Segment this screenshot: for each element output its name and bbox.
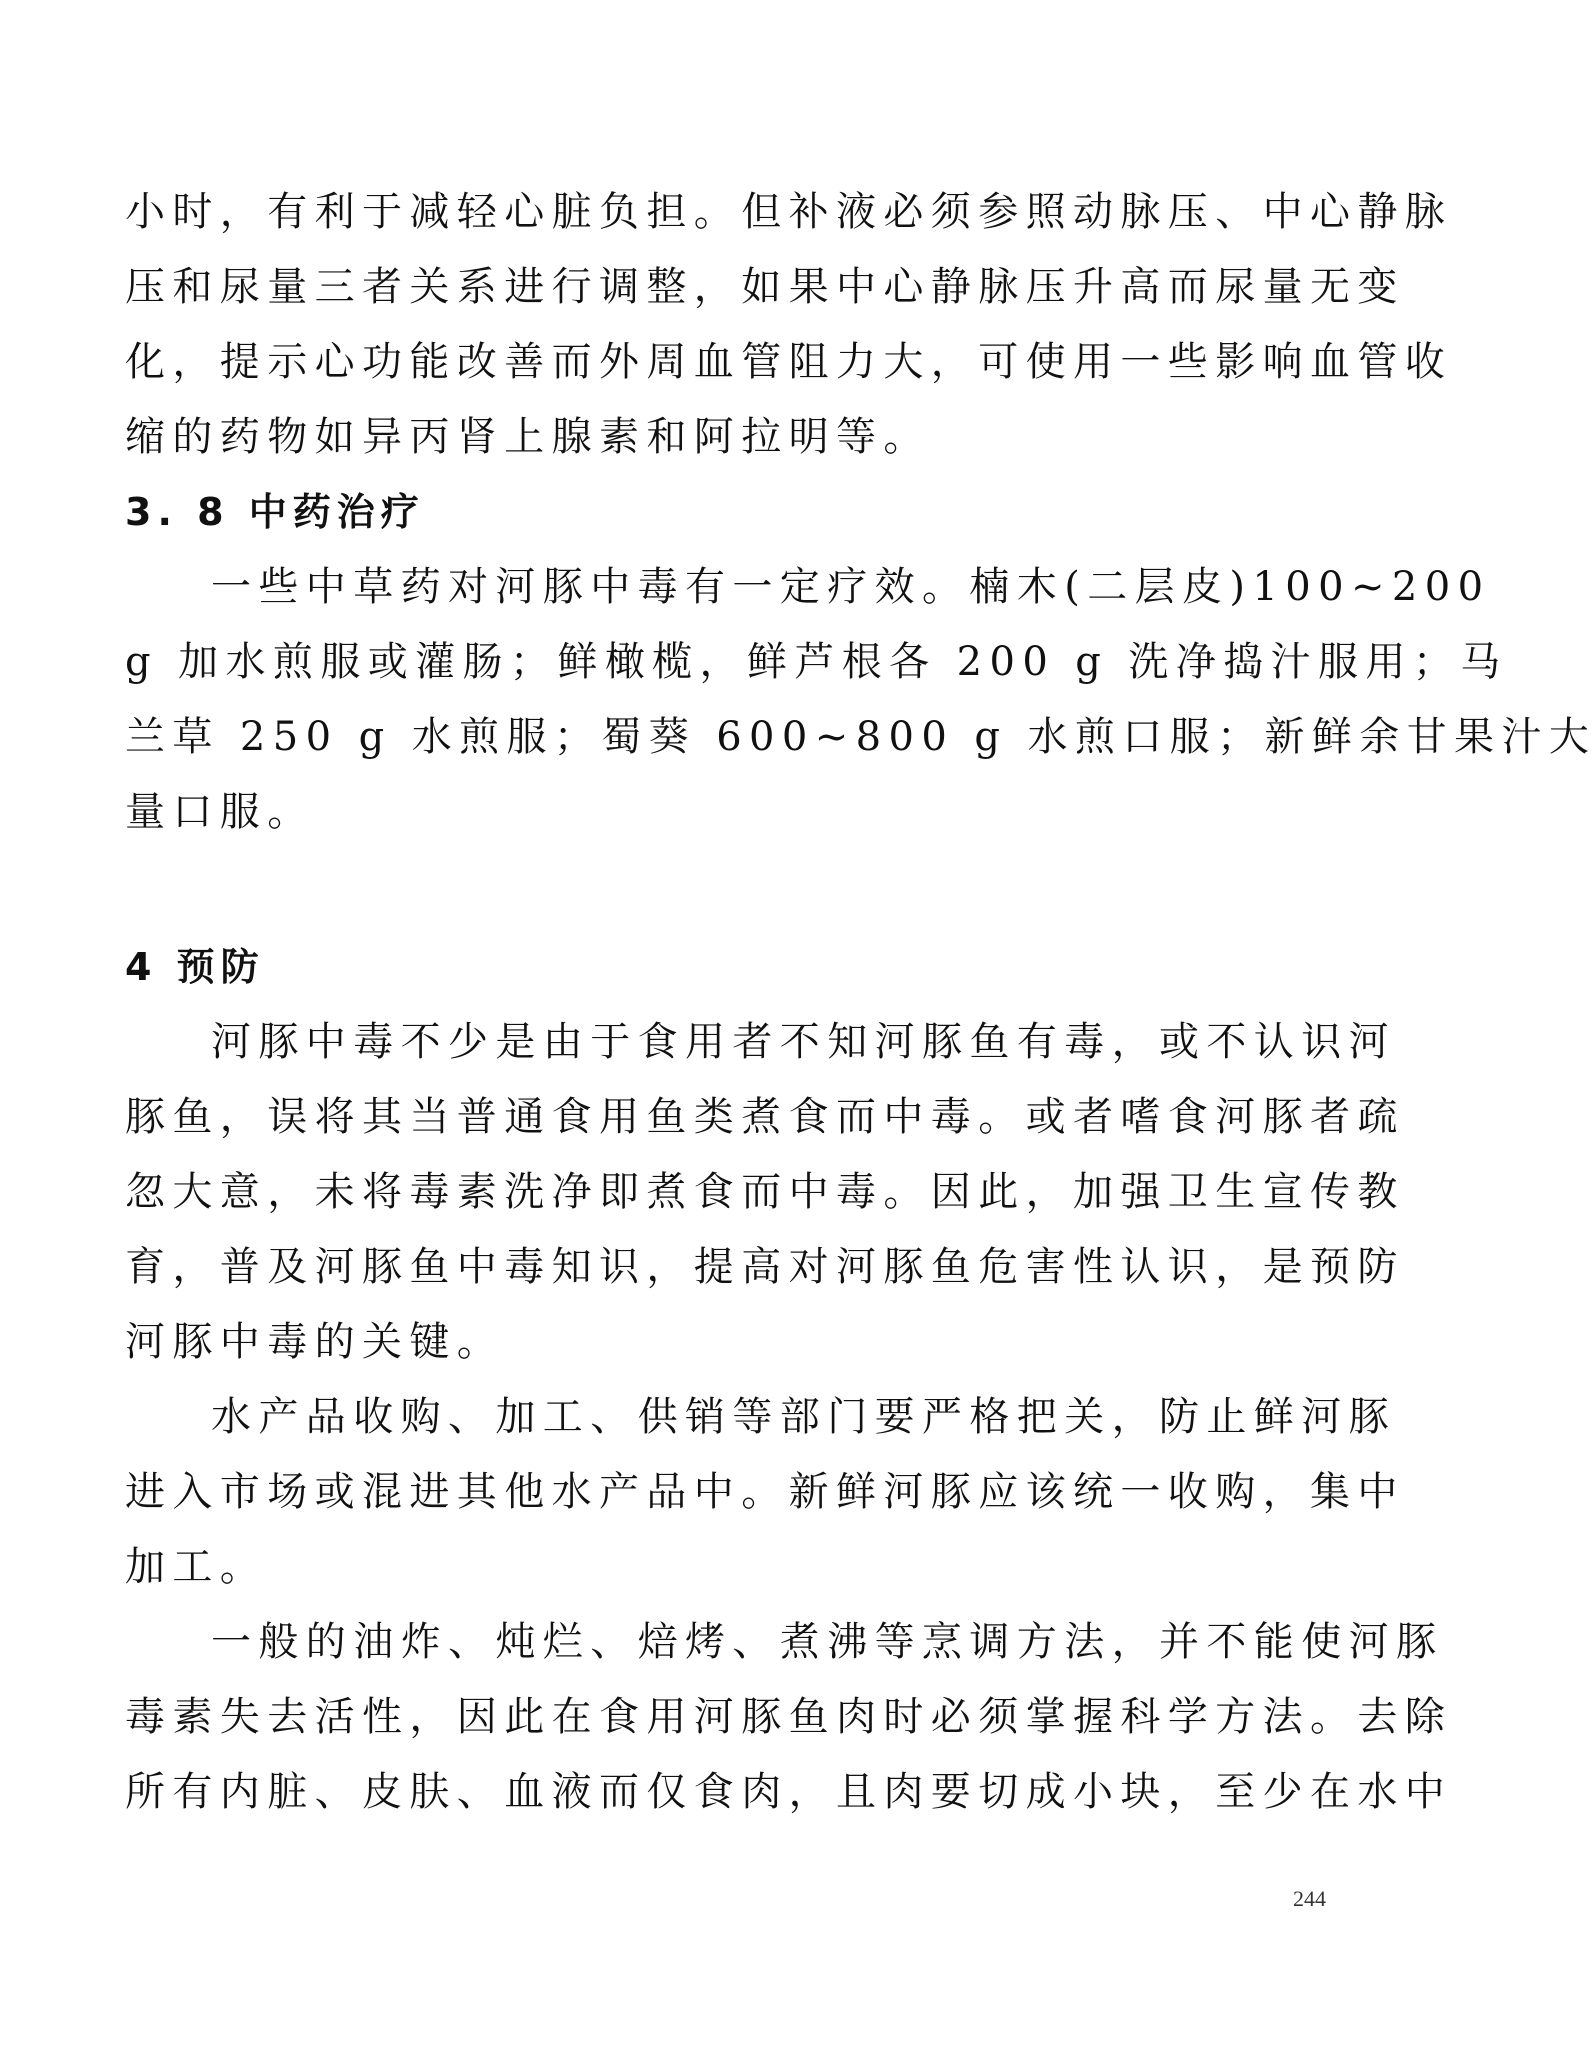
paragraph-line: 兰草 250 g 水煎服；蜀葵 600~800 g 水煎口服；新鲜余甘果汁大 bbox=[125, 714, 1596, 760]
paragraph-line: 量口服。 bbox=[125, 789, 315, 835]
paragraph-line: g 加水煎服或灌肠；鲜橄榄，鲜芦根各 200 g 洗净捣汁服用；马 bbox=[125, 639, 1508, 685]
paragraph-line: 毒素失去活性，因此在食用河豚鱼肉时必须掌握科学方法。去除 bbox=[125, 1694, 1453, 1740]
paragraph-line: 一些中草药对河豚中毒有一定疗效。楠木(二层皮)100~200 bbox=[211, 564, 1491, 610]
paragraph-line: 缩的药物如异丙肾上腺素和阿拉明等。 bbox=[125, 414, 931, 460]
paragraph-line: 一般的油炸、炖烂、焙烤、煮沸等烹调方法，并不能使河豚 bbox=[211, 1619, 1444, 1665]
paragraph-line: 育，普及河豚鱼中毒知识，提高对河豚鱼危害性认识，是预防 bbox=[125, 1244, 1405, 1290]
section-heading: 3. 8 中药治疗 bbox=[125, 490, 425, 534]
paragraph-line: 河豚中毒的关键。 bbox=[125, 1319, 505, 1365]
paragraph-line: 加工。 bbox=[125, 1544, 268, 1590]
paragraph-line: 化，提示心功能改善而外周血管阻力大，可使用一些影响血管收 bbox=[125, 339, 1453, 385]
paragraph-line: 河豚中毒不少是由于食用者不知河豚鱼有毒，或不认识河 bbox=[211, 1019, 1396, 1065]
section-heading: 4 预防 bbox=[125, 945, 265, 989]
paragraph-line: 豚鱼，误将其当普通食用鱼类煮食而中毒。或者嗜食河豚者疏 bbox=[125, 1094, 1405, 1140]
paragraph-line: 所有内脏、皮肤、血液而仅食肉，且肉要切成小块，至少在水中 bbox=[125, 1769, 1453, 1815]
paragraph-line: 水产品收购、加工、供销等部门要严格把关，防止鲜河豚 bbox=[211, 1394, 1396, 1440]
paragraph-line: 小时，有利于减轻心脏负担。但补液必须参照动脉压、中心静脉 bbox=[125, 189, 1453, 235]
paragraph-line: 压和尿量三者关系进行调整，如果中心静脉压升高而尿量无变 bbox=[125, 264, 1405, 310]
paragraph-line: 进入市场或混进其他水产品中。新鲜河豚应该统一收购，集中 bbox=[125, 1469, 1405, 1515]
page-number: 244 bbox=[1293, 1886, 1326, 1911]
paragraph-line: 忽大意，未将毒素洗净即煮食而中毒。因此，加强卫生宣传教 bbox=[125, 1169, 1405, 1215]
